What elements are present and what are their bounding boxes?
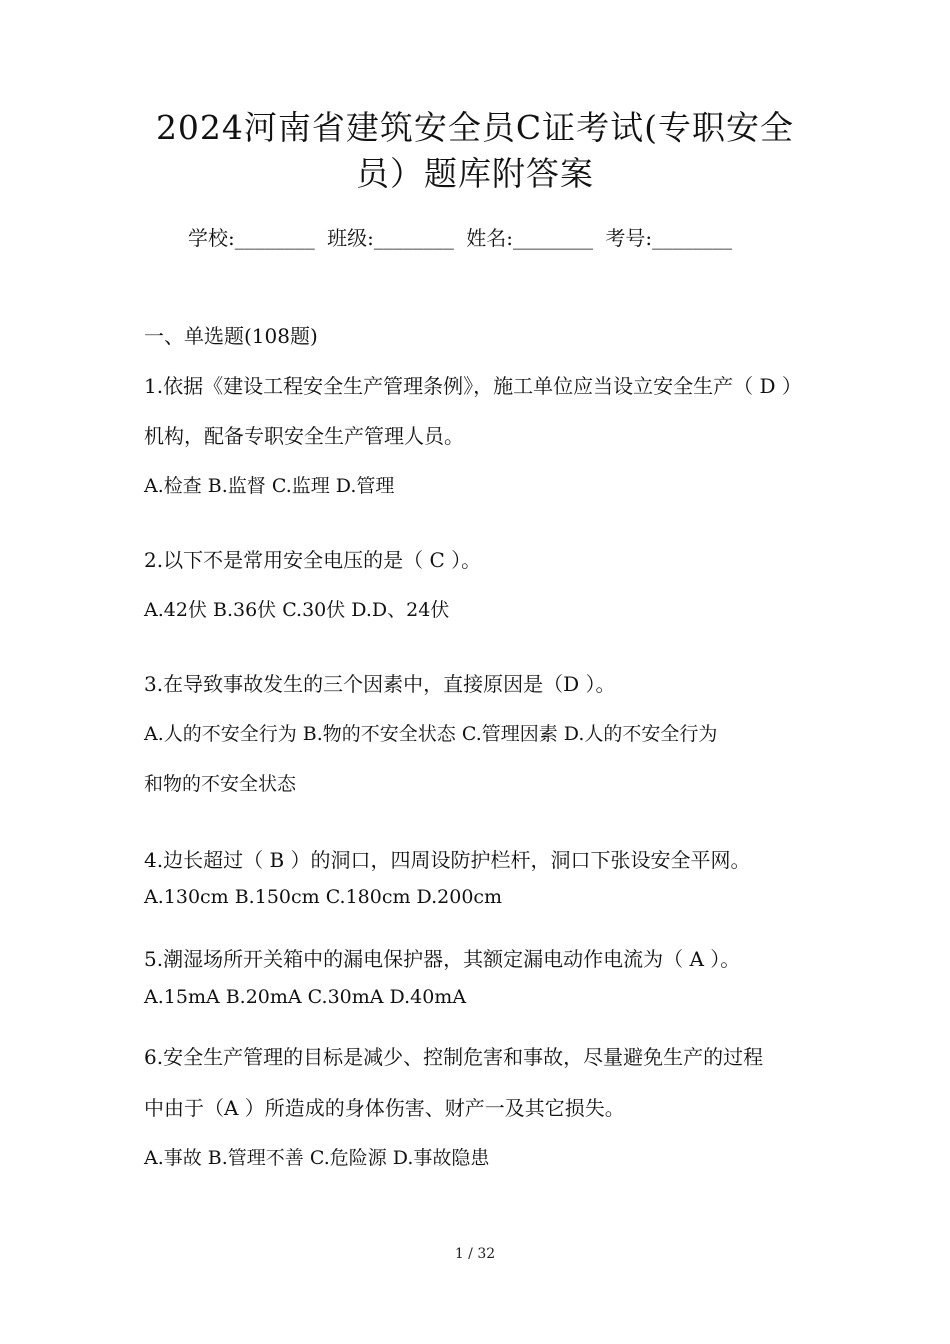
question-2-stem: 2.以下不是常用安全电压的是（ C ）。: [144, 548, 482, 572]
exam-number-field: 考号:________: [605, 226, 733, 250]
section-heading: 一、单选题(108题): [144, 324, 318, 348]
question-3-options-line1: A.人的不安全行为 B.物的不安全状态 C.管理因素 D.人的不安全行为: [144, 723, 718, 745]
question-3-stem: 3.在导致事故发生的三个因素中，直接原因是（D ）。: [144, 672, 616, 696]
question-5-options: A.15mA B.20mA C.30mA D.40mA: [144, 986, 467, 1008]
question-1-stem-line1: 1.依据《建设工程安全生产管理条例》，施工单位应当设立安全生产（ D ）: [144, 374, 802, 398]
question-3-options-line2: 和物的不安全状态: [144, 773, 297, 795]
student-info-line: [188, 224, 738, 252]
page-indicator: 1 / 32: [454, 1246, 496, 1262]
question-4-stem: 4.边长超过（ B ）的洞口，四周设防护栏杆，洞口下张设安全平网。: [144, 848, 751, 872]
document-title-line2: 员）题库附答案: [356, 154, 594, 193]
question-2-options: A.42伏 B.36伏 C.30伏 D.D、24伏: [144, 599, 450, 621]
class-field: 班级:________: [327, 226, 454, 250]
school-field: 学校:________: [188, 226, 315, 250]
question-4-options: A.130cm B.150cm C.180cm D.200cm: [144, 886, 503, 908]
document-title-line1: 2024河南省建筑安全员C证考试(专职安全: [155, 108, 795, 147]
question-1-options: A.检查 B.监督 C.监理 D.管理: [144, 475, 395, 497]
question-5-stem: 5.潮湿场所开关箱中的漏电保护器，其额定漏电动作电流为（ A ）。: [144, 947, 741, 971]
question-6-stem-line2: 中由于（A ）所造成的身体伤害、财产一及其它损失。: [144, 1096, 625, 1120]
question-6-options: A.事故 B.管理不善 C.危险源 D.事故隐患: [144, 1147, 490, 1169]
name-field: 姓名:________: [466, 226, 593, 250]
question-6-stem-line1: 6.安全生产管理的目标是减少、控制危害和事故，尽量避免生产的过程: [144, 1045, 764, 1069]
question-1-stem-line2: 机构，配备专职安全生产管理人员。: [144, 424, 464, 448]
